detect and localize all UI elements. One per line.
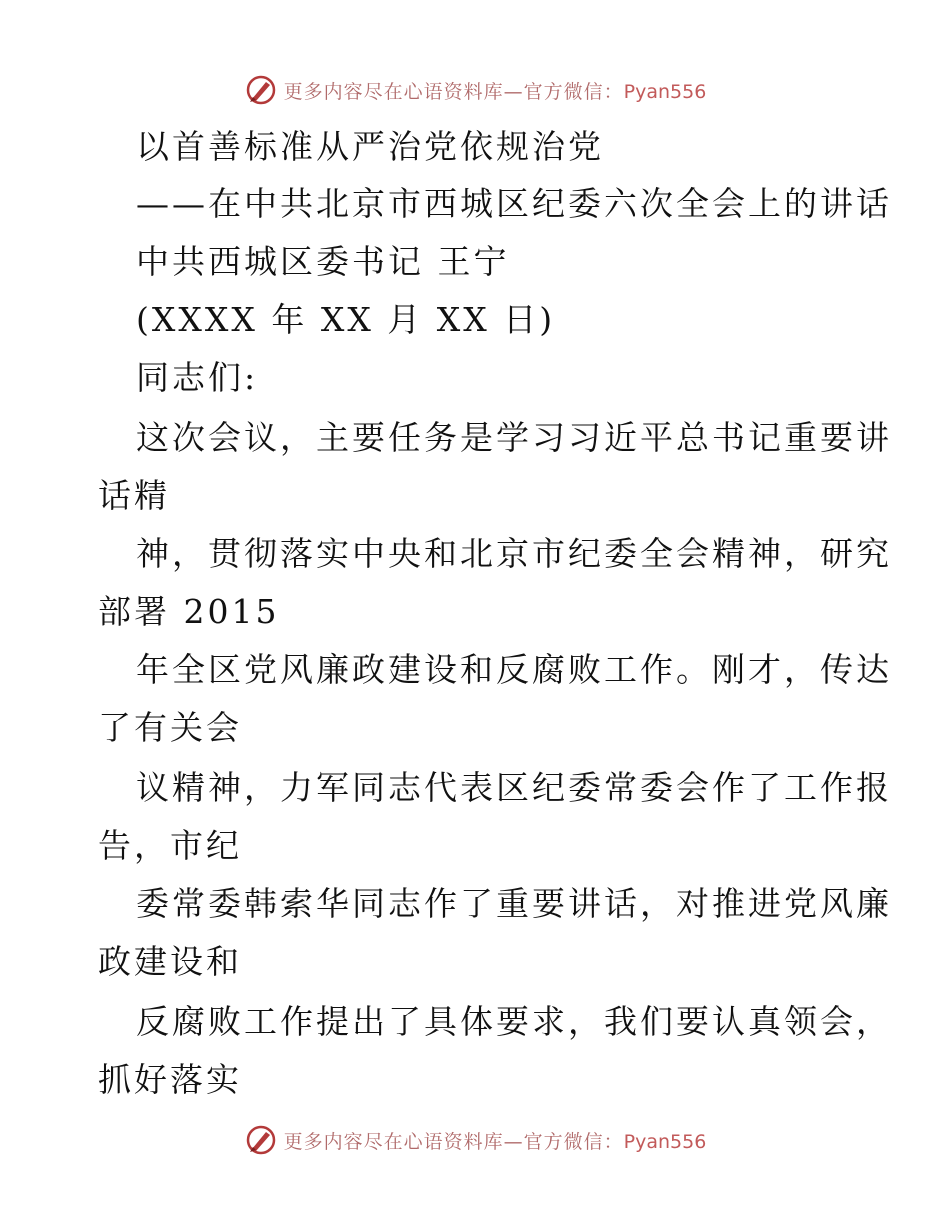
paragraph-line: 了有关会: [98, 708, 242, 747]
paragraph-line: 反腐败工作提出了具体要求，我们要认真领会，: [136, 1002, 892, 1041]
paragraph-line: 政建设和: [98, 942, 242, 981]
paragraph-line: 部署 2015: [98, 592, 280, 631]
paragraph-line: 告，市纪: [98, 826, 242, 865]
paragraph-line: 神，贯彻落实中央和北京市纪委全会精神，研究: [136, 534, 892, 573]
header-watermark: [0, 70, 950, 110]
footer-watermark: [0, 1120, 950, 1160]
pen-logo-icon: [244, 1123, 278, 1157]
document-title: 以首善标准从严治党依规治党: [136, 127, 604, 166]
paragraph-line: 这次会议，主要任务是学习习近平总书记重要讲: [136, 418, 892, 457]
document-author: 中共西城区委书记 王宁: [136, 242, 510, 281]
document-date: (XXXX 年 XX 月 XX 日): [136, 300, 556, 339]
paragraph-line: 议精神，力军同志代表区纪委常委会作了工作报: [136, 768, 892, 807]
document-salutation: 同志们:: [136, 358, 259, 397]
paragraph-line: 抓好落实: [98, 1060, 242, 1099]
document-subtitle: ——在中共北京市西城区纪委六次全会上的讲话: [136, 184, 892, 223]
paragraph-line: 话精: [98, 476, 170, 515]
paragraph-line: 年全区党风廉政建设和反腐败工作。刚才，传达: [136, 650, 892, 689]
watermark-text: 更多内容尽在心语资料库—官方微信：Pyan556: [283, 80, 707, 103]
watermark-text: 更多内容尽在心语资料库—官方微信：Pyan556: [283, 1130, 707, 1153]
watermark-wechat-id: Pyan556: [623, 80, 707, 103]
watermark-wechat-id: Pyan556: [623, 1130, 707, 1153]
paragraph-line: 委常委韩索华同志作了重要讲话，对推进党风廉: [136, 884, 892, 923]
pen-logo-icon: [244, 73, 278, 107]
